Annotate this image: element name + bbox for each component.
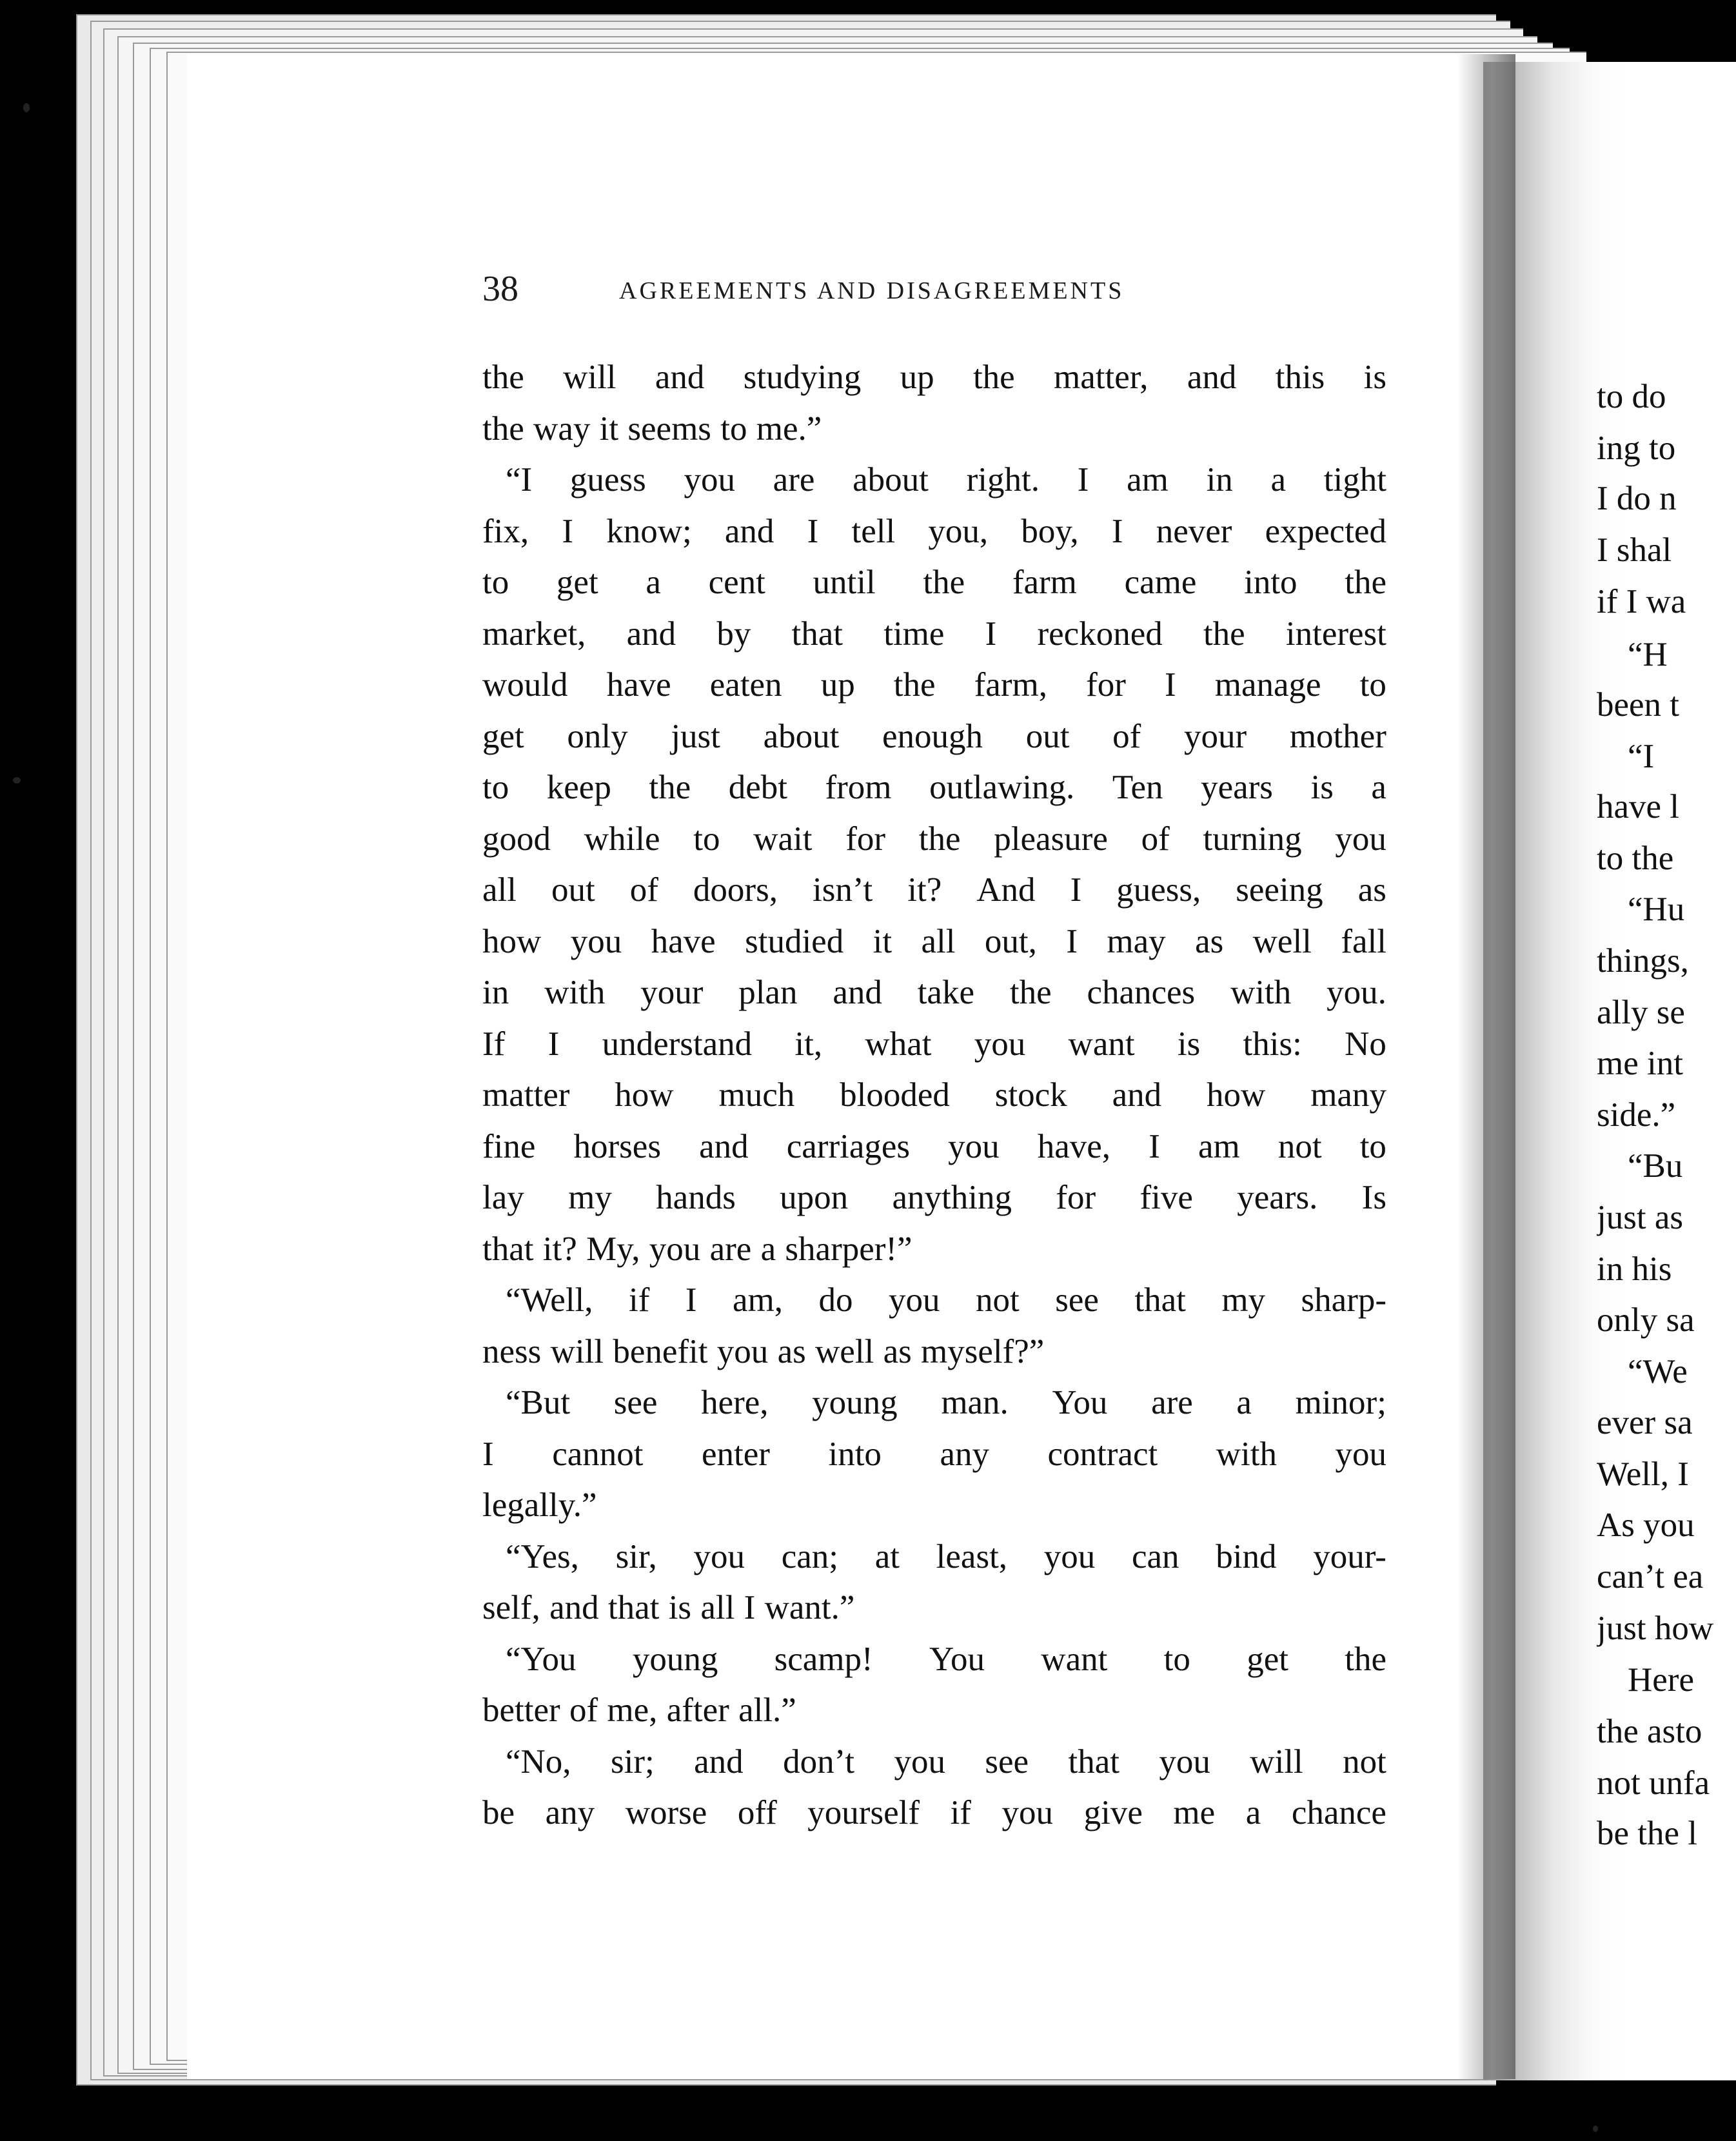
right-page-line: side.” <box>1597 1096 1676 1134</box>
scan-speck <box>13 777 21 784</box>
text-line: “You young scamp! You want to get the <box>506 1641 1386 1678</box>
right-page-line: if I wa <box>1597 583 1686 620</box>
right-page-line: me int <box>1597 1045 1683 1082</box>
right-page-line: “I <box>1628 738 1655 775</box>
text-line: get only just about enough out of your mother <box>482 718 1386 755</box>
text-line: to keep the debt from outlawing. Ten years is a <box>482 769 1386 806</box>
text-line: lay my hands upon anything for five years. Is <box>482 1179 1386 1216</box>
text-line: “No, sir; and don’t you see that you will not <box>506 1743 1386 1781</box>
text-line: “Well, if I am, do you not see that my sharp- <box>506 1281 1386 1319</box>
right-page-line: “Hu <box>1628 891 1685 928</box>
scan-speck <box>23 103 30 112</box>
right-page-line: Well, I <box>1597 1455 1689 1493</box>
text-line: all out of doors, isn’t it? And I guess, seeing as <box>482 871 1386 909</box>
right-page-line: ever sa <box>1597 1404 1693 1441</box>
right-page-line: only sa <box>1597 1301 1695 1339</box>
gutter-shadow <box>1457 54 1515 2079</box>
page-number: 38 <box>482 269 518 309</box>
text-line: “Yes, sir, you can; at least, you can bind your- <box>506 1538 1386 1575</box>
text-line: matter how much blooded stock and how many <box>482 1076 1386 1114</box>
right-page-line: Here <box>1628 1661 1694 1699</box>
text-line: ness will benefit you as well as myself?” <box>482 1333 1045 1370</box>
right-page-line: ing to <box>1597 429 1676 467</box>
text-line: the way it seems to me.” <box>482 410 822 448</box>
right-page-line: ally se <box>1597 994 1685 1031</box>
right-page-line: not unfa <box>1597 1764 1710 1802</box>
right-page-line: have l <box>1597 788 1680 825</box>
text-line: self, and that is all I want.” <box>482 1589 855 1626</box>
text-line: fix, I know; and I tell you, boy, I never expected <box>482 513 1386 550</box>
right-page-line: in his <box>1597 1250 1672 1288</box>
right-page-line: “H <box>1628 636 1668 673</box>
right-page-line: to do <box>1597 378 1666 415</box>
right-page-line: “We <box>1628 1353 1688 1390</box>
right-page-line: I shal <box>1597 531 1672 569</box>
text-line: I cannot enter into any contract with you <box>482 1436 1386 1473</box>
right-page-line: I do n <box>1597 480 1677 517</box>
right-page-line: to the <box>1597 840 1674 877</box>
right-page-line: just how <box>1597 1610 1714 1647</box>
text-line: “But see here, young man. You are a minor; <box>506 1384 1386 1421</box>
right-page-line: just as <box>1597 1199 1683 1236</box>
page-header <box>482 268 1256 310</box>
right-page-text <box>1597 371 1736 1919</box>
text-line: fine horses and carriages you have, I am not to <box>482 1128 1386 1165</box>
text-line: in with your plan and take the chances with you. <box>482 974 1386 1011</box>
text-line: “I guess you are about right. I am in a tight <box>506 461 1386 498</box>
text-line: that it? My, you are a sharper!” <box>482 1230 912 1268</box>
text-line: how you have studied it all out, I may as well fall <box>482 923 1386 960</box>
text-line: legally.” <box>482 1486 597 1524</box>
text-line: to get a cent until the farm came into the <box>482 564 1386 601</box>
text-line: would have eaten up the farm, for I manage to <box>482 666 1386 704</box>
right-page-line: can’t ea <box>1597 1558 1704 1595</box>
right-page-line: things, <box>1597 942 1689 980</box>
running-head: AGREEMENTS AND DISAGREEMENTS <box>619 277 1125 304</box>
text-line: good while to wait for the pleasure of turning you <box>482 820 1386 858</box>
right-page-line: be the l <box>1597 1815 1697 1852</box>
right-page-line: “Bu <box>1628 1147 1683 1185</box>
text-line: If I understand it, what you want is this: No <box>482 1025 1386 1063</box>
scan-speck <box>1593 2126 1598 2132</box>
text-line: better of me, after all.” <box>482 1692 796 1729</box>
right-page-line: the asto <box>1597 1713 1702 1750</box>
right-page-line: As you <box>1597 1506 1695 1544</box>
text-line: be any worse off yourself if you give me a chance <box>482 1794 1386 1831</box>
text-line: the will and studying up the matter, and this is <box>482 359 1386 396</box>
right-page-line: been t <box>1597 686 1680 724</box>
text-line: market, and by that time I reckoned the interest <box>482 615 1386 653</box>
